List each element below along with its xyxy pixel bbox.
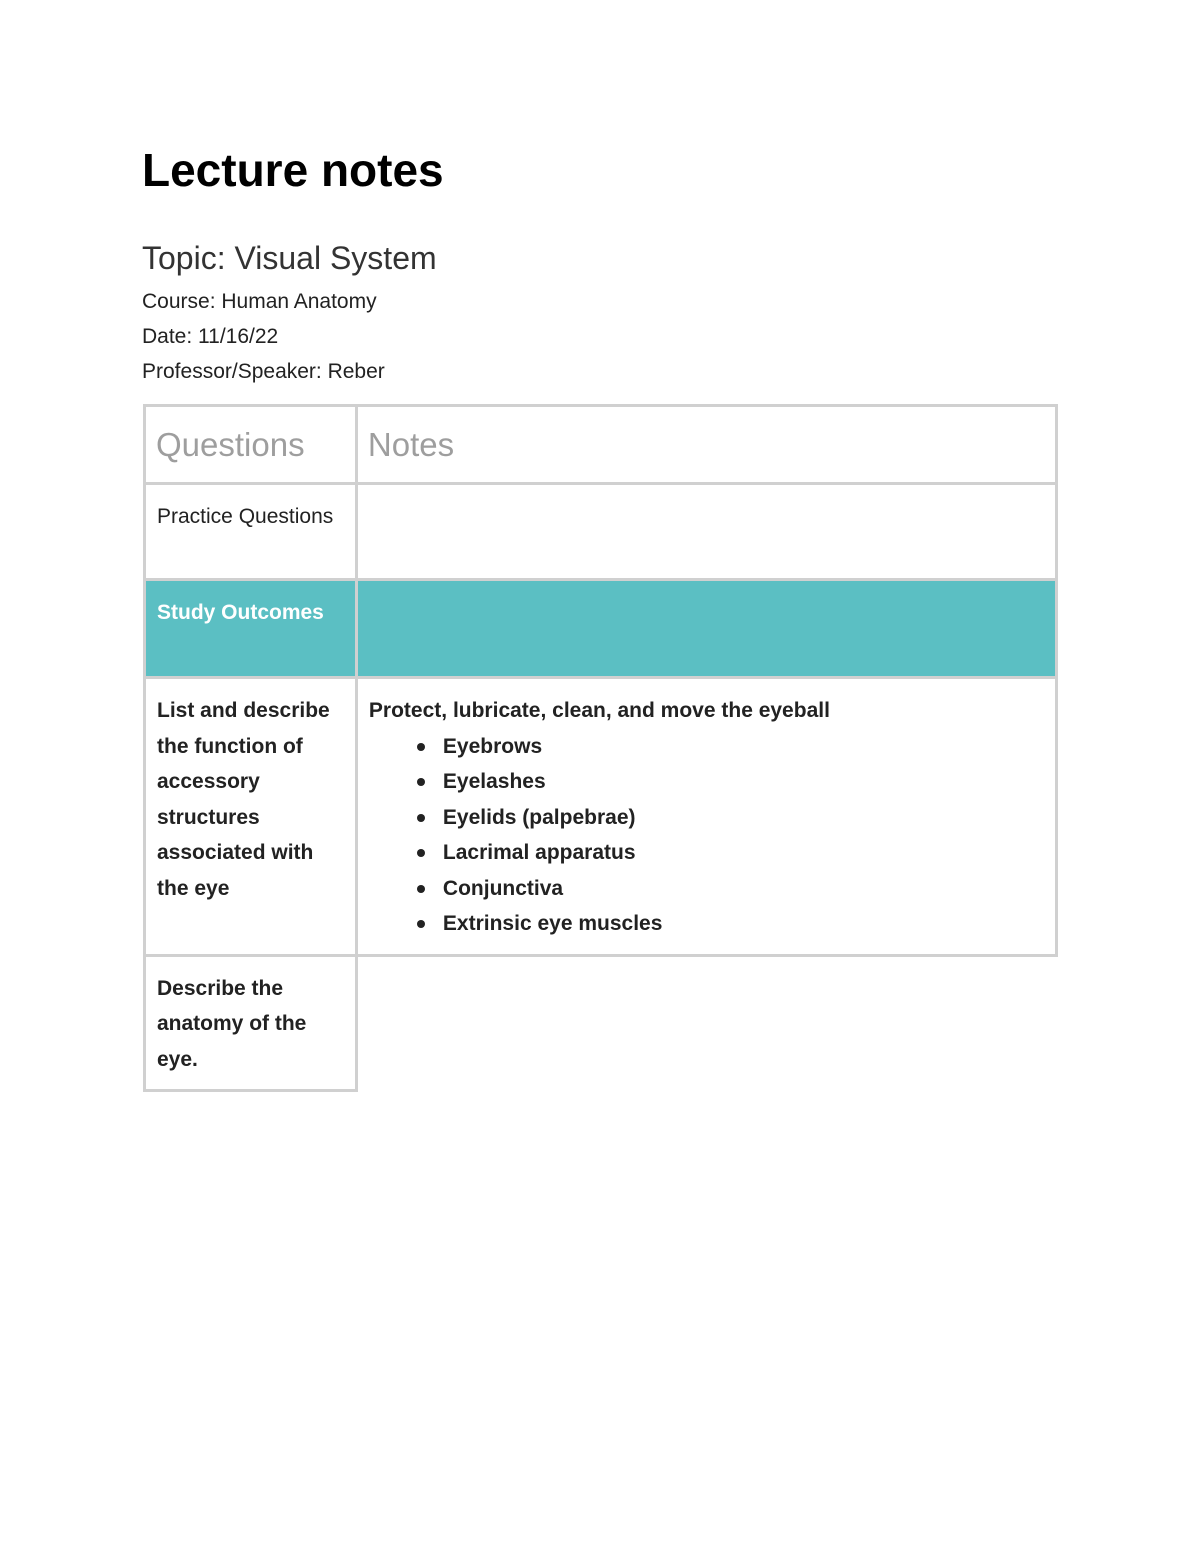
cornell-notes-table [143, 404, 1058, 1092]
study-outcomes-row [145, 580, 1057, 678]
list-item [413, 764, 1045, 800]
list-item-text: Eyebrows [442, 734, 543, 758]
speaker-line: Professor/Speaker: Reber [142, 360, 385, 383]
question-cell[interactable]: List and describe the function of accessory structures associated with the eye [145, 678, 357, 956]
list-item-text: Eyelids (palpebrae) [442, 805, 636, 829]
document-title: Lecture notes [142, 144, 444, 196]
notes-heading: Protect, lubricate, clean, and move the eyeball [368, 699, 830, 722]
notes-header[interactable]: Notes [356, 406, 1056, 484]
bullet-icon [417, 849, 425, 857]
list-item-text: Eyelashes [442, 770, 546, 793]
practice-questions-notes[interactable] [356, 484, 1056, 580]
course-line: Course: Human Anatomy [142, 290, 377, 313]
notes-cell[interactable] [356, 678, 1056, 956]
study-outcomes-notes[interactable] [356, 580, 1056, 678]
table-row [145, 678, 1057, 956]
list-item-text: Extrinsic eye muscles [442, 912, 663, 935]
list-item-text: Conjunctiva [442, 876, 564, 900]
meta-block [142, 284, 1058, 389]
notes-bullet-list [369, 729, 1045, 942]
bullet-icon [417, 743, 425, 751]
bullet-icon [417, 885, 425, 893]
practice-questions-row [145, 484, 1057, 580]
practice-questions-label[interactable]: Practice Questions [145, 484, 357, 580]
date-line: Date: 11/16/22 [142, 325, 279, 348]
table-row [145, 955, 1057, 1091]
question-cell[interactable]: Describe the anatomy of the eye. [145, 955, 357, 1091]
table-header-row [145, 406, 1057, 484]
document-page [142, 138, 1058, 1092]
bullet-icon [417, 778, 425, 786]
topic-heading: Topic: Visual System [142, 240, 437, 276]
list-item [413, 835, 1045, 871]
bullet-icon [417, 920, 425, 928]
list-item [413, 871, 1045, 907]
list-item [413, 729, 1045, 765]
bullet-icon [417, 814, 425, 822]
list-item-text: Lacrimal apparatus [442, 841, 636, 864]
questions-header[interactable]: Questions [145, 406, 357, 484]
empty-notes-cell [356, 955, 1056, 1091]
list-item [413, 800, 1045, 836]
list-item [413, 906, 1045, 942]
study-outcomes-label[interactable]: Study Outcomes [145, 580, 357, 678]
